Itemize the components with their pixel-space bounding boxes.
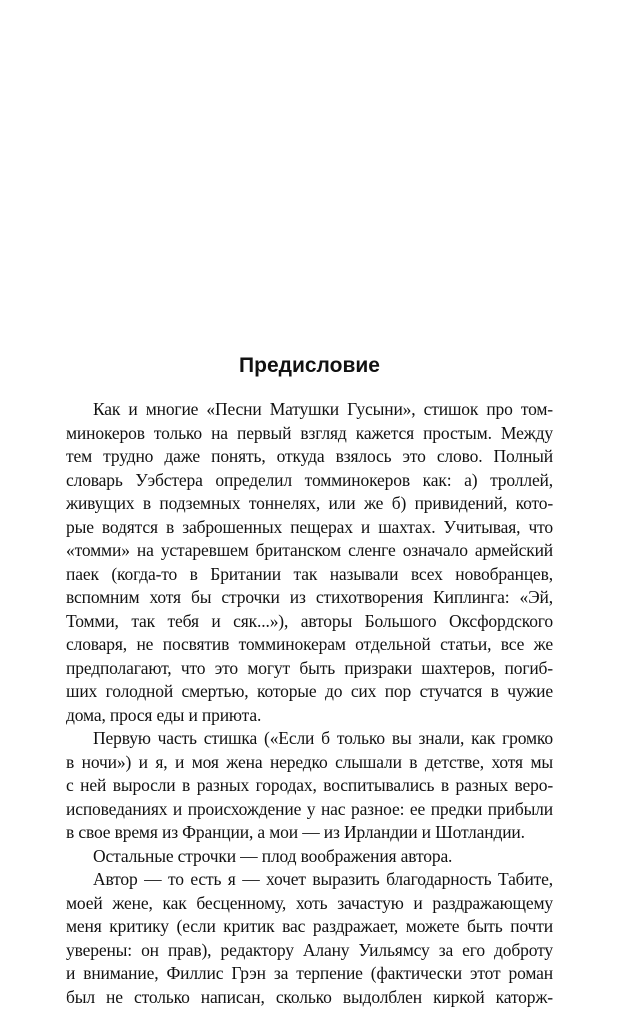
- text-line: исповеданиях и происхождение у нас разное: ее предки прибыли: [66, 798, 553, 822]
- page-title: Предисловие: [0, 352, 619, 380]
- text-line: с ней выросли в разных городах, воспитывались в разных веро-: [66, 774, 553, 798]
- text-line: Остальные строчки — плод воображения автора.: [66, 845, 553, 869]
- text-line: рые водятся в заброшенных пещерах и шахтах. Учитывая, что: [66, 516, 553, 540]
- text-line: живущих в подземных тоннелях, или же б) привидений, кото-: [66, 492, 553, 516]
- text-line: Первую часть стишка («Если б только вы знали, как громко: [66, 727, 553, 751]
- text-line: Томми, так тебя и сяк...»), авторы Большого Оксфордского: [66, 610, 553, 634]
- text-line: моей жене, как бесценному, хоть зачастую и раздражающему: [66, 892, 553, 916]
- text-line: «томми» на устаревшем британском сленге означало армейский: [66, 539, 553, 563]
- text-line: уверены: он прав), редактору Алану Уильямсу за его доброту: [66, 939, 553, 963]
- text-line: тем трудно даже понять, откуда взялось это слово. Полный: [66, 445, 553, 469]
- text-line: Как и многие «Песни Матушки Гусыни», стишок про том-: [66, 398, 553, 422]
- text-line: вспомним хотя бы строчки из стихотворения Киплинга: «Эй,: [66, 586, 553, 610]
- text-line: дома, прося еды и приюта.: [66, 704, 553, 728]
- text-line: в ночи») и я, и моя жена нередко слышали в детстве, хотя мы: [66, 751, 553, 775]
- text-line: был не столько написан, сколько выдолблен киркой каторж-: [66, 986, 553, 1009]
- text-line: паек (когда-то в Британии так называли всех новобранцев,: [66, 563, 553, 587]
- preface-text: [66, 398, 553, 1009]
- text-line: и внимание, Филлис Грэн за терпение (фактически этот роман: [66, 962, 553, 986]
- text-line: словарь Уэбстера определил томминокеров как: а) троллей,: [66, 469, 553, 493]
- text-line: в свое время из Франции, а мои — из Ирландии и Шотландии.: [66, 821, 553, 845]
- text-line: ших голодной смертью, которые до сих пор стучатся в чужие: [66, 680, 553, 704]
- text-line: минокеров только на первый взгляд кажется простым. Между: [66, 422, 553, 446]
- text-line: Автор — то есть я — хочет выразить благодарность Табите,: [66, 868, 553, 892]
- text-line: меня критику (если критик вас раздражает, можете быть почти: [66, 915, 553, 939]
- text-line: предполагают, что это могут быть призраки шахтеров, погиб-: [66, 657, 553, 681]
- text-line: словаря, не посвятив томминокерам отдельной статьи, все же: [66, 633, 553, 657]
